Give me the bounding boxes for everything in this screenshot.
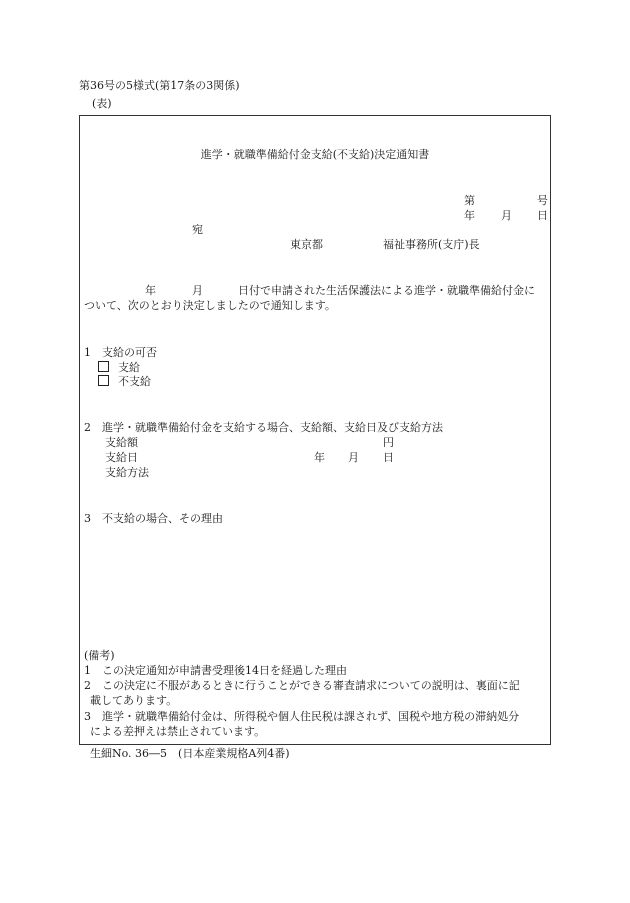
- payment-date-year: 年: [314, 451, 325, 464]
- issuer-prefecture: 東京都: [290, 238, 323, 251]
- section3-heading: 3 不支給の場合、その理由: [84, 512, 223, 525]
- footer-code: 生細No. 36―5 (日本産業規格A列4番): [90, 747, 290, 760]
- section1-heading: 1 支給の可否: [84, 346, 157, 359]
- option-fushikyu-label: 不支給: [118, 375, 151, 388]
- option-shikyu-label: 支給: [118, 361, 140, 374]
- payment-method-label: 支給方法: [105, 466, 149, 479]
- form-number: 第36号の5様式(第17条の3関係): [79, 79, 240, 92]
- body-year: 年: [145, 284, 156, 297]
- body-month: 月: [192, 284, 203, 297]
- note-2-line1: 2 この決定に不服があるときに行うことができる審査請求についての説明は、裏面に記: [84, 679, 520, 692]
- checkbox-shikyu[interactable]: [98, 361, 109, 372]
- issuer-office: 福祉事務所(支庁)長: [383, 238, 480, 251]
- option-fushikyu[interactable]: [98, 375, 151, 389]
- document-title: 進学・就職準備給付金支給(不支給)決定通知書: [200, 148, 430, 161]
- option-shikyu[interactable]: [98, 361, 140, 375]
- date-year: 年: [464, 209, 475, 222]
- payment-date-month: 月: [348, 451, 359, 464]
- payment-date-day: 日: [383, 451, 394, 464]
- body-line2: ついて、次のとおり決定しましたので通知します。: [84, 299, 336, 312]
- payment-date-label: 支給日: [105, 451, 138, 464]
- side-label: (表): [92, 97, 112, 110]
- amount-unit: 円: [383, 436, 394, 449]
- note-1: 1 この決定通知が申請書受理後14日を経過した理由: [84, 664, 347, 677]
- doc-number-prefix: 第: [464, 194, 475, 207]
- note-3-line1: 3 進学・就職準備給付金は、所得税や個人住民税は課されず、国税や地方税の滞納処分: [84, 710, 520, 723]
- doc-number-suffix: 号: [537, 194, 548, 207]
- note-3-line2: による差押えは禁止されています。: [90, 725, 266, 738]
- date-month: 月: [501, 209, 512, 222]
- addressee-suffix: 宛: [192, 223, 203, 236]
- section2-heading: 2 進学・就職準備給付金を支給する場合、支給額、支給日及び支給方法: [84, 421, 443, 434]
- checkbox-fushikyu[interactable]: [98, 375, 109, 386]
- amount-label: 支給額: [105, 436, 138, 449]
- date-day: 日: [537, 209, 548, 222]
- notes-heading: (備考): [84, 649, 115, 662]
- body-line1: 日付で申請された生活保護法による進学・就職準備給付金に: [238, 284, 535, 297]
- note-2-line2: 載してあります。: [90, 694, 178, 707]
